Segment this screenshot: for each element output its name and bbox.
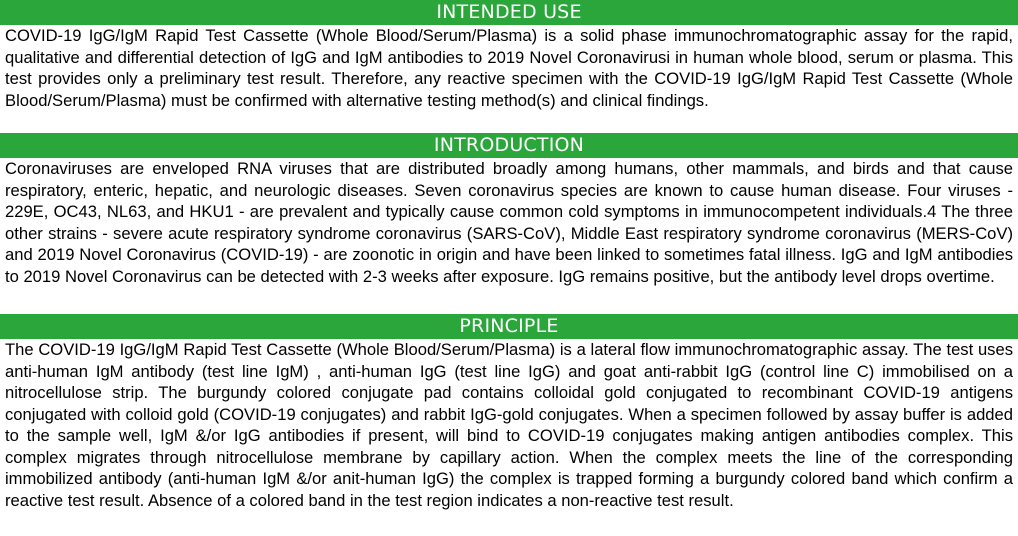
section-body-introduction: Coronaviruses are enveloped RNA viruses that are distributed broadly among humans, other mammals, and birds and that cause respiratory, enteric, hepatic, and neurologic diseases. Seven coronavirus species are known to cause human disease. Four viruses - 229E, OC43, NL63, and HKU1 - are prevalent and typically cause common cold symptoms in immunocompetent individuals.4 The three other strains - severe acute respiratory syndrome coronavirus (SARS-CoV), Middle East respiratory syndrome coronavirus (MERS-CoV) and 2019 Novel Coronavirus (COVID-19) - are zoonotic in origin and have been linked to sometimes fatal illness. IgG and IgM antibodies to 2019 Novel Coronavirus can be detected with 2-3 weeks after exposure. IgG remains positive, but the antibody level drops overtime.: [5, 159, 1013, 286]
section-intended-use: [0, 0, 1018, 133]
section-heading-intended-use: INTENDED USE: [0, 0, 1018, 25]
section-heading-principle: PRINCIPLE: [0, 314, 1018, 339]
section-introduction: [0, 133, 1018, 314]
section-principle: [0, 314, 1018, 536]
section-heading-introduction: INTRODUCTION: [0, 133, 1018, 158]
section-body-principle: The COVID-19 IgG/IgM Rapid Test Cassette (Whole Blood/Serum/Plasma) is a lateral flow immunochromatographic assay. The test uses anti-human IgM antibody (test line IgM) , anti-human IgG (test line IgG) and goat anti-rabbit IgG (control line C) immobilised on a nitrocellulose strip. The burgundy colored conjugate pad contains colloidal gold conjugated to recombinant COVID-19 antigens conjugated with colloid gold (COVID-19 conjugates) and rabbit IgG-gold conjugates. When a specimen followed by assay buffer is added to the sample well, IgM &/or IgG antibodies if present, will bind to COVID-19 conjugates making antigen antibodies complex. This complex migrates through nitrocellulose membrane by capillary action. When the complex meets the line of the corresponding immobilized antibody (anti-human IgM &/or anit-human IgG) the complex is trapped forming a burgundy colored band which confirm a reactive test result. Absence of a colored band in the test region indicates a non-reactive test result.: [5, 340, 1013, 510]
section-body-intended-use: COVID-19 IgG/IgM Rapid Test Cassette (Whole Blood/Serum/Plasma) is a solid phase immunochromatographic assay for the rapid, qualitative and differential detection of IgG and IgM antibodies to 2019 Novel Coronavirusi in human whole blood, serum or plasma. This test provides only a preliminary test result. Therefore, any reactive specimen with the COVID-19 IgG/IgM Rapid Test Cassette (Whole Blood/Serum/Plasma) must be confirmed with alternative testing method(s) and clinical findings.: [5, 26, 1013, 110]
